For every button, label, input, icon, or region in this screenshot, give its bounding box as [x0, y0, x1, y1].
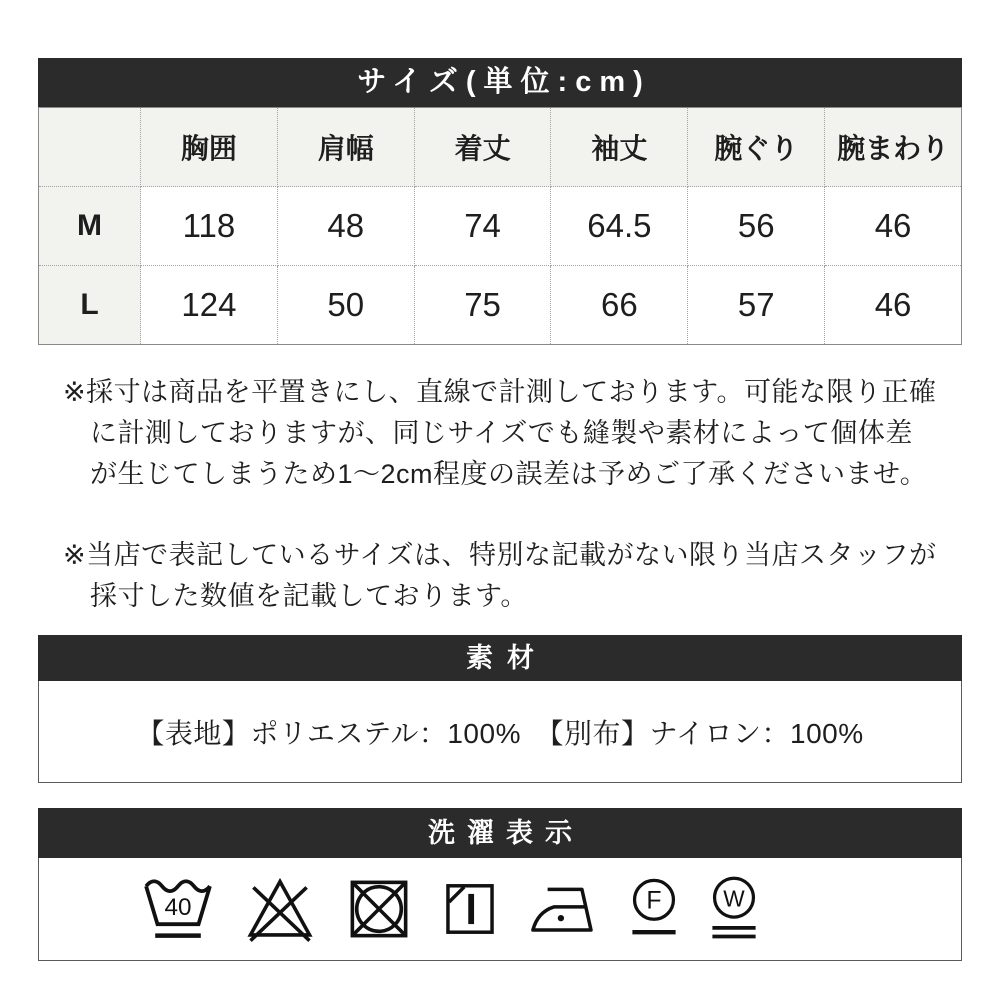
- iron-low-heat-icon: [525, 874, 601, 944]
- product-spec-page: [38, 0, 962, 961]
- size-table-header-row: [39, 108, 962, 187]
- size-m-chest: 118: [141, 187, 278, 266]
- size-row-m: [39, 187, 962, 266]
- size-l-chest: 124: [141, 266, 278, 345]
- drip-dry-in-shade-icon: [441, 877, 499, 941]
- size-m-arm-width: 46: [825, 187, 962, 266]
- size-section-title: サイズ(単位:cm): [357, 66, 651, 98]
- do-not-bleach-icon: [243, 873, 317, 945]
- size-l-shoulder: 50: [277, 266, 414, 345]
- size-section-header: [38, 58, 962, 107]
- size-l-armhole: 57: [688, 266, 825, 345]
- size-table: [38, 107, 962, 345]
- size-m-sleeve: 64.5: [551, 187, 688, 266]
- measurement-notes: [38, 372, 962, 617]
- svg-text:40: 40: [164, 894, 192, 922]
- column-header-arm-width: 腕まわり: [825, 108, 962, 187]
- care-section-header: [38, 808, 962, 858]
- size-label-l: L: [39, 266, 141, 345]
- professional-wet-clean-very-gentle-icon: [707, 876, 761, 942]
- care-symbols-box: [38, 858, 962, 961]
- care-section-title: 洗濯表示: [428, 818, 584, 848]
- material-section-title: 素材: [466, 643, 548, 673]
- do-not-tumble-dry-icon: [343, 873, 415, 945]
- size-m-length: 74: [414, 187, 551, 266]
- professional-dry-clean-gentle-icon: [627, 876, 681, 942]
- column-header-armhole: 腕ぐり: [688, 108, 825, 187]
- size-m-armhole: 56: [688, 187, 825, 266]
- measurement-note-2: ※当店で表記しているサイズは、特別な記載がない限り当店スタッフが採寸した数値を記載しております。: [63, 540, 937, 611]
- svg-text:W: W: [723, 885, 745, 912]
- size-l-sleeve: 66: [551, 266, 688, 345]
- size-l-arm-width: 46: [825, 266, 962, 345]
- material-composition-text: 【表地】ポリエステル：100% 【別布】ナイロン：100%: [136, 717, 864, 749]
- measurement-note-1: ※採寸は商品を平置きにし、直線で計測しております。可能な限り正確に計測しておりますが、同じサイズでも縫製や素材によって個体差が生じてしまうため1〜2cm程度の誤差は予めご了承くださいませ。: [63, 377, 937, 489]
- material-box: [38, 681, 962, 783]
- column-header-length: 着丈: [414, 108, 551, 187]
- size-label-m: M: [39, 187, 141, 266]
- svg-text:F: F: [646, 887, 662, 915]
- size-row-l: [39, 266, 962, 345]
- column-header-shoulder: 肩幅: [277, 108, 414, 187]
- column-header-chest: 胸囲: [141, 108, 278, 187]
- size-table-corner-cell: [39, 108, 141, 187]
- material-section-header: [38, 635, 962, 681]
- size-l-length: 75: [414, 266, 551, 345]
- column-header-sleeve: 袖丈: [551, 108, 688, 187]
- size-m-shoulder: 48: [277, 187, 414, 266]
- machine-wash-40-gentle-icon: [139, 871, 217, 947]
